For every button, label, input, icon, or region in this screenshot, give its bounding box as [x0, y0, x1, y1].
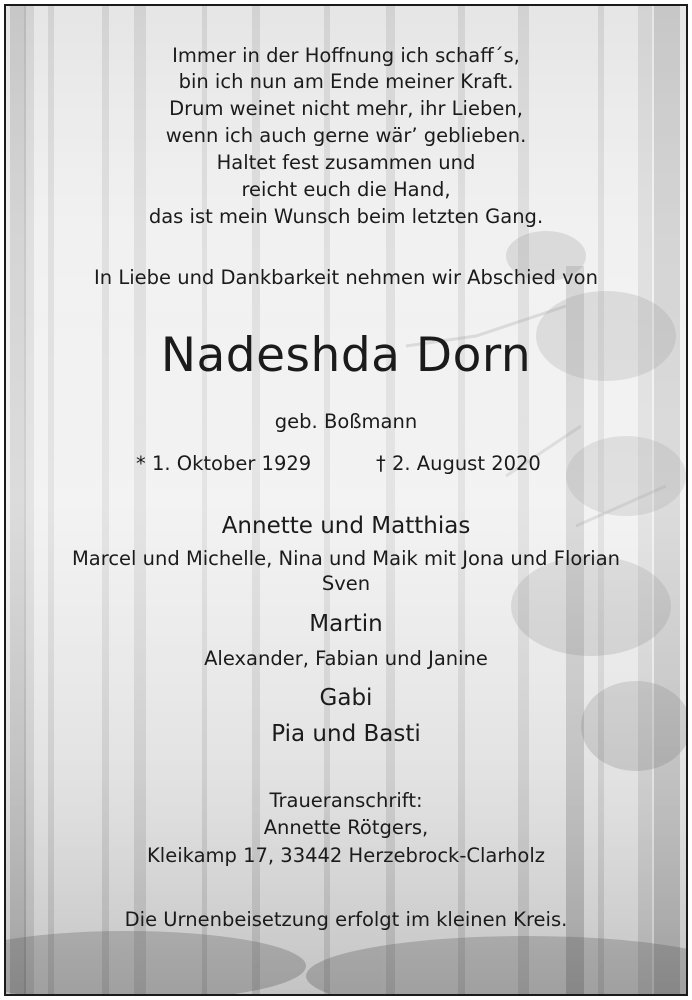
birth-name: geb. Boßmann	[274, 410, 418, 433]
poem-line: das ist mein Wunsch beim letzten Gang.	[148, 205, 544, 228]
poem-line: Drum weinet nicht mehr, ihr Lieben,	[169, 97, 523, 120]
deceased-name: Nadeshda Dorn	[160, 328, 532, 383]
family-member: Alexander, Fabian und Janine	[204, 647, 488, 670]
burial-note: Die Urnenbeisetzung erfolgt im kleinen Kreis.	[124, 908, 568, 931]
family-member: Marcel und Michelle, Nina und Maik mit Jona und Florian	[71, 547, 621, 570]
intro-text: In Liebe und Dankbarkeit nehmen wir Abschied von	[94, 266, 598, 289]
poem-line: Immer in der Hoffnung ich schaff´s,	[172, 44, 520, 67]
poem-line: reicht euch die Hand,	[241, 178, 451, 201]
address-street: Kleikamp 17, 33442 Herzebrock-Clarholz	[147, 844, 545, 867]
obituary-text	[6, 6, 686, 994]
obituary-card	[4, 4, 688, 996]
family-member: Pia und Basti	[271, 721, 421, 747]
family-member: Martin	[309, 611, 383, 637]
family-member: Sven	[321, 572, 371, 595]
birth-date: * 1. Oktober 1929	[136, 452, 312, 475]
poem-line: Haltet fest zusammen und	[216, 151, 476, 174]
life-dates	[6, 452, 686, 478]
family-member: Gabi	[319, 685, 373, 711]
family-member: Annette und Matthias	[221, 513, 471, 539]
death-date: † 2. August 2020	[376, 452, 541, 475]
poem-line: bin ich nun am Ende meiner Kraft.	[178, 70, 514, 93]
address-label: Traueranschrift:	[269, 789, 423, 812]
poem-line: wenn ich auch gerne wär’ geblieben.	[165, 124, 527, 147]
address-name: Annette Rötgers,	[263, 816, 429, 839]
